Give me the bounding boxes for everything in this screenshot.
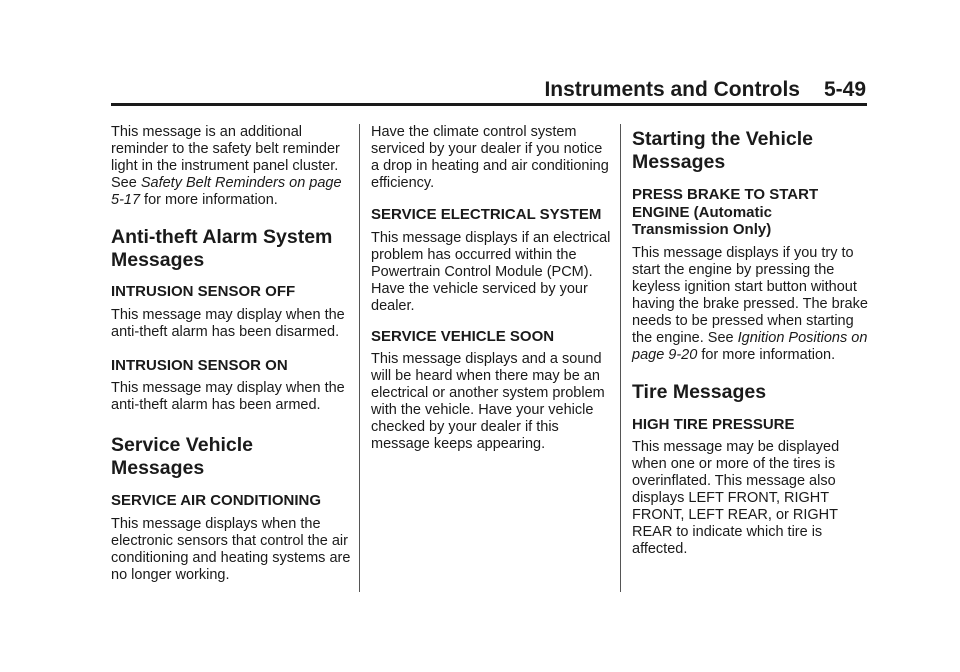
press-brake-text-end: for more information. — [697, 346, 836, 363]
service-electrical-heading: SERVICE ELECTRICAL SYSTEM — [371, 206, 602, 223]
safety-belt-reminders-reference[interactable]: Safety Belt Reminders on page 5-17 — [111, 175, 342, 208]
service-ac-text: This message displays when the electronic sensors that control the air conditioning and heating systems are no longer working. — [111, 515, 351, 583]
high-tire-pressure-heading: HIGH TIRE PRESSURE — [632, 415, 795, 433]
column-divider-1 — [359, 124, 360, 592]
intrusion-sensor-off-text: This message may display when the anti-theft alarm has been disarmed. — [111, 306, 345, 340]
intro-text-end: for more information. — [140, 192, 278, 208]
column-3 — [632, 124, 872, 558]
service-vehicle-soon-heading: SERVICE VEHICLE SOON — [371, 327, 555, 345]
column-1 — [111, 124, 351, 584]
header-rule — [111, 103, 867, 106]
page-number: 5-49 — [823, 78, 866, 101]
antitheft-heading: Anti-theft Alarm System Messages — [111, 226, 333, 271]
intro-text: This message is an additional reminder to the safety belt reminder light in the instrument panel cluster. See — [111, 124, 340, 191]
ignition-positions-reference[interactable]: Ignition Positions on page 9-20 — [632, 329, 868, 363]
page-header — [544, 78, 866, 102]
section-title: Instruments and Controls — [544, 78, 800, 101]
intro-paragraph — [111, 124, 351, 209]
service-ac-heading: SERVICE AIR CONDITIONING — [111, 492, 322, 509]
column-2 — [371, 124, 611, 453]
high-tire-pressure-text: This message may be displayed when one or more of the tires is overinflated. This message also displays LEFT FRONT, RIGHT FRONT, LEFT REAR, or RIGHT REAR to indicate which tire is affected. — [632, 439, 840, 557]
press-brake-heading: PRESS BRAKE TO START ENGINE (Automatic Transmission Only) — [632, 186, 819, 238]
tire-messages-heading: Tire Messages — [632, 380, 767, 403]
intrusion-sensor-on-heading: INTRUSION SENSOR ON — [111, 356, 288, 374]
service-vehicle-heading: Service Vehicle Messages — [111, 434, 254, 479]
service-electrical-text: This message displays if an electrical problem has occurred within the Powertrain Control Module (PCM). Have the vehicle serviced by your dealer. — [371, 229, 611, 314]
column-divider-2 — [620, 124, 621, 592]
press-brake-text: This message displays if you try to start the engine by pressing the keyless ignition start button without having the brake pressed. The brake needs to be pressed when starting the engine. See — [632, 244, 868, 346]
intrusion-sensor-off-heading: INTRUSION SENSOR OFF — [111, 283, 296, 300]
press-brake-paragraph — [632, 245, 872, 364]
starting-vehicle-heading: Starting the Vehicle Messages — [632, 128, 813, 173]
service-vehicle-soon-text: This message displays and a sound will be heard when there may be an electrical or another system problem with the vehicle. Have your vehicle checked by your dealer if this message keeps appearing. — [371, 351, 605, 452]
intrusion-sensor-on-text: This message may display when the anti-theft alarm has been armed. — [111, 380, 345, 413]
climate-control-text: Have the climate control system serviced by your dealer if you notice a drop in heating and air conditioning efficiency. — [371, 124, 609, 191]
